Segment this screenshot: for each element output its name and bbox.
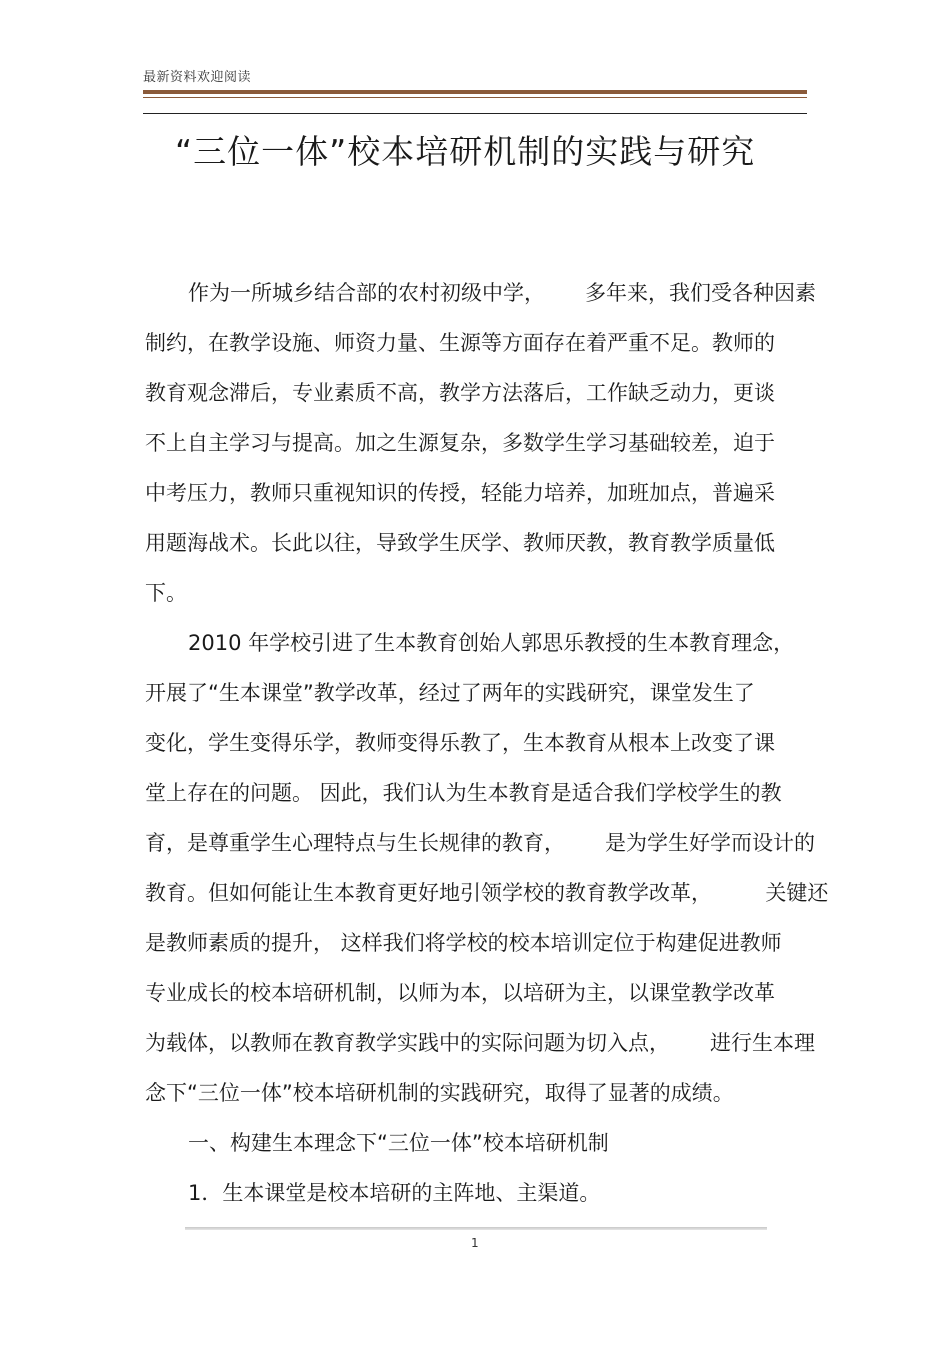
- title-rule: [143, 113, 807, 114]
- body-line: 教育。但如何能让生本教育更好地引领学校的教育教学改革， 关键还: [145, 881, 829, 905]
- header-rule: [143, 90, 807, 94]
- body-line: 下。: [145, 581, 187, 605]
- body-line: 2010 年学校引进了生本教育创始人郭思乐教授的生本教育理念，: [188, 631, 795, 655]
- body-line: 为载体，以教师在教育教学实践中的实际问题为切入点， 进行生本理: [145, 1031, 816, 1055]
- body-line: 专业成长的校本培研机制，以师为本，以培研为主，以课堂教学改革: [145, 981, 775, 1005]
- body-line: 堂上存在的问题。 因此，我们认为生本教育是适合我们学校学生的教: [145, 781, 782, 805]
- body-line: 变化，学生变得乐学，教师变得乐教了，生本教育从根本上改变了课: [145, 731, 775, 755]
- header-rule-thin: [143, 97, 807, 98]
- subsection-heading: 1．生本课堂是校本培研的主阵地、主渠道。: [188, 1181, 601, 1205]
- body-line: 教育观念滞后，专业素质不高，教学方法落后，工作缺乏动力，更谈: [145, 381, 775, 405]
- body-line: 是教师素质的提升， 这样我们将学校的校本培训定位于构建促进教师: [145, 931, 782, 955]
- body-line: 用题海战术。长此以往，导致学生厌学、教师厌教，教育教学质量低: [145, 531, 775, 555]
- body-line: 育，是尊重学生心理特点与生长规律的教育， 是为学生好学而设计的: [145, 831, 816, 855]
- body-line: 开展了“生本课堂”教学改革，经过了两年的实践研究，课堂发生了: [145, 681, 755, 705]
- body-line: 作为一所城乡结合部的农村初级中学， 多年来，我们受各种因素: [188, 281, 817, 305]
- body-line: 制约，在教学设施、师资力量、生源等方面存在着严重不足。教师的: [145, 331, 775, 355]
- footer-rule: [185, 1227, 767, 1230]
- running-header: 最新资料欢迎阅读: [143, 70, 252, 85]
- page-number: 1: [471, 1236, 479, 1250]
- body-line: 不上自主学习与提高。加之生源复杂，多数学生学习基础较差，迫于: [145, 431, 775, 455]
- body-line: 念下“三位一体”校本培研机制的实践研究，取得了显著的成绩。: [145, 1081, 734, 1105]
- document-title: “三位一体”校本培研机制的实践与研究: [175, 132, 756, 171]
- section-heading: 一、构建生本理念下“三位一体”校本培研机制: [188, 1131, 609, 1155]
- body-line: 中考压力，教师只重视知识的传授，轻能力培养，加班加点，普遍采: [145, 481, 775, 505]
